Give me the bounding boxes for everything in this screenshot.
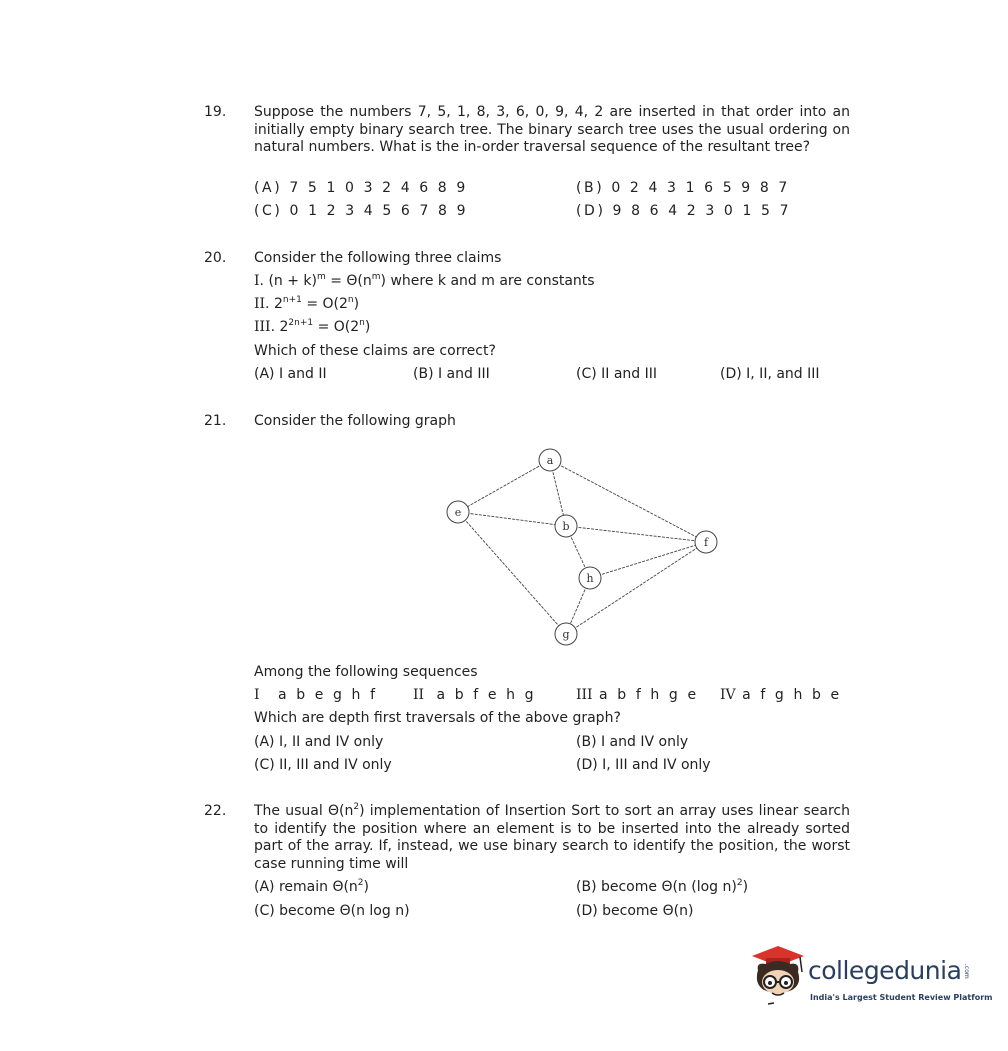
graph-node-g (555, 623, 577, 645)
question-21-sequence-1 (254, 687, 378, 703)
question-21-option-d: (D) I, III and IV only (576, 757, 711, 773)
question-21-intro: Consider the following graph (254, 413, 456, 429)
sequence-3-roman: III (576, 687, 593, 703)
question-20-claim-3 (254, 319, 370, 335)
sequence-1-value: a b e g h f (277, 687, 378, 703)
claim-1-lhs: (n + k) (268, 273, 317, 289)
claim-1-lhs-sup: m (316, 272, 326, 282)
question-21-option-b: (B) I and IV only (576, 734, 689, 750)
question-21-among: Among the following sequences (254, 664, 478, 680)
collegedunia-logo-suffix: .com (963, 964, 970, 979)
claim-1-rest: ) where k and m are constants (380, 273, 595, 289)
question-19-option-c: (C) 0 1 2 3 4 5 6 7 8 9 (254, 203, 469, 219)
sequence-2-roman: II (413, 687, 425, 703)
question-21-number: 21. (204, 413, 227, 429)
collegedunia-tagline: India's Largest Student Review Platform (810, 993, 993, 1002)
question-20-question: Which of these claims are correct? (254, 343, 496, 359)
question-22-number: 22. (204, 803, 227, 819)
question-20-intro: Consider the following three claims (254, 250, 502, 266)
graph-edge-h-f (590, 542, 706, 578)
graph-edge-a-e (458, 460, 550, 512)
q22-option-a-post: ) (363, 879, 369, 895)
question-21-option-a: (A) I, II and IV only (254, 734, 384, 750)
graph-edge-e-b (458, 512, 566, 526)
question-19-option-b: (B) 0 2 4 3 1 6 5 9 8 7 (576, 180, 790, 196)
collegedunia-logo-text: collegedunia (808, 956, 962, 985)
claim-3-rest-sup: n (359, 318, 365, 328)
question-21-sequence-4 (720, 687, 842, 703)
q22-option-a-pre: (A) remain Θ(n (254, 879, 358, 895)
question-22-text-sup: 2 (353, 802, 360, 812)
collegedunia-mascot-icon (748, 942, 808, 1008)
claim-1-mid-sup: m (371, 272, 381, 282)
question-19-text: Suppose the numbers 7, 5, 1, 8, 3, 6, 0, 9, 4, 2 are inserted in that order into an initially empty binary search tree. The binary search tree uses the usual ordering on natural numbers. What is the in-order traversal sequence of the resultant tree? (254, 104, 850, 155)
claim-1-roman: I. (254, 273, 264, 289)
question-22-option-b (576, 879, 748, 895)
question-20-option-c: (C) II and III (576, 366, 658, 382)
claim-2-base: 2 (273, 296, 283, 312)
question-22-option-d: (D) become Θ(n) (576, 903, 694, 919)
question-20-claim-1 (254, 273, 595, 289)
question-20-option-a: (A) I and II (254, 366, 327, 382)
graph-node-e (447, 501, 469, 523)
question-20-claim-2 (254, 296, 359, 312)
graph-node-a (539, 449, 561, 471)
graph-node-label-f: f (703, 536, 709, 549)
question-19-number: 19. (204, 104, 227, 120)
graph-node-b (555, 515, 577, 537)
claim-2-rest: = O(2 (301, 296, 348, 312)
q22-option-b-sup: 2 (736, 878, 743, 888)
claim-2-rest-sup: n (347, 295, 354, 305)
question-22-option-a (254, 879, 369, 895)
claim-3-end: ) (364, 319, 371, 335)
question-22-text-pre: The usual Θ(n (254, 803, 354, 819)
claim-3-roman: III. (254, 319, 276, 335)
q22-option-a-sup: 2 (357, 878, 364, 888)
question-21-sequence-2 (413, 687, 536, 703)
question-22-text-post: ) implementation of Insertion Sort to sort an array uses linear search to identify the position where an element is to be inserted into the already sorted part of the array. If, instead, we use binary search to identify the position, the worst case running time will (254, 803, 851, 872)
question-20-option-b: (B) I and III (413, 366, 490, 382)
sequence-1-roman: I (254, 687, 260, 703)
claim-2-end: ) (353, 296, 360, 312)
claim-3-base-sup: 2n+1 (288, 318, 314, 328)
q22-option-b-post: ) (742, 879, 749, 895)
question-21-graph (430, 430, 730, 650)
sequence-3-value: a b f h g e (599, 687, 699, 703)
question-22-option-c: (C) become Θ(n log n) (254, 903, 410, 919)
graph-node-label-a: a (546, 454, 554, 467)
graph-node-label-b: b (562, 520, 570, 533)
question-20-option-d: (D) I, II, and III (720, 366, 820, 382)
claim-2-base-sup: n+1 (282, 295, 302, 305)
q22-option-b-pre: (B) become Θ(n (log n) (576, 879, 737, 895)
graph-node-h (579, 567, 601, 589)
sequence-4-roman: IV (720, 687, 736, 703)
question-19-option-a: (A) 7 5 1 0 3 2 4 6 8 9 (254, 180, 468, 196)
question-20-number: 20. (204, 250, 227, 266)
graph-edge-b-f (566, 526, 706, 542)
claim-3-rest: = O(2 (313, 319, 360, 335)
claim-1-mid: = Θ(n (325, 273, 372, 289)
graph-edge-e-g (458, 512, 566, 634)
claim-2-roman: II. (254, 296, 270, 312)
graph-node-label-g: g (562, 628, 570, 641)
graph-node-label-h: h (586, 572, 594, 585)
question-21-option-c: (C) II, III and IV only (254, 757, 392, 773)
graph-node-label-e: e (454, 506, 462, 519)
question-21-sequence-3 (576, 687, 699, 703)
sequence-4-value: a f g h b e (742, 687, 842, 703)
graph-node-f (695, 531, 717, 553)
question-22-text (254, 803, 850, 873)
claim-3-base: 2 (279, 319, 289, 335)
question-21-question: Which are depth first traversals of the above graph? (254, 710, 621, 726)
question-19-option-d: (D) 9 8 6 4 2 3 0 1 5 7 (576, 203, 792, 219)
sequence-2-value: a b f e h g (436, 687, 537, 703)
